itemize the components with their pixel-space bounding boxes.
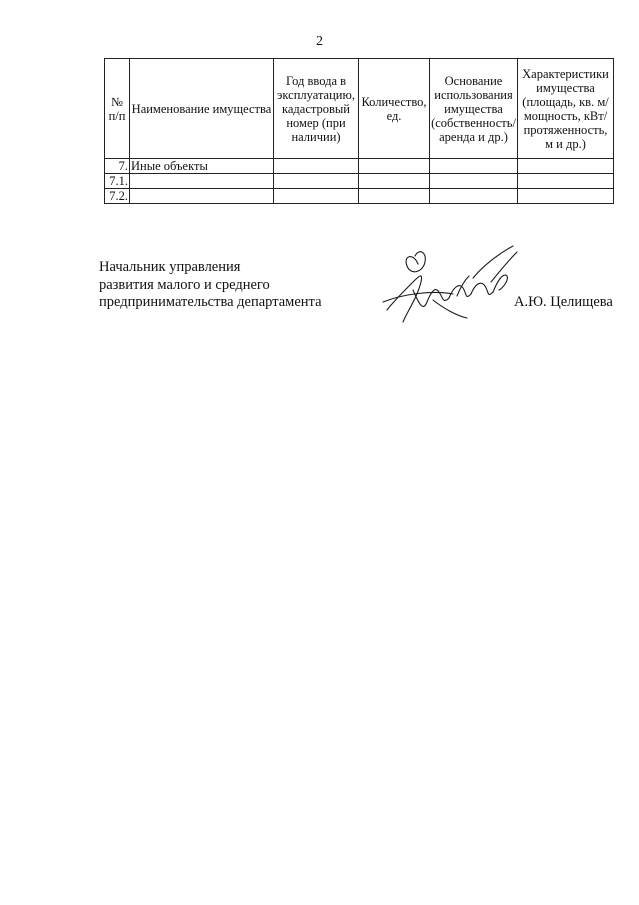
header-characteristics: Характеристики имущества (площадь, кв. м/ мощность, кВт/ протяженность, м и др.) — [518, 59, 614, 159]
table-cell — [430, 159, 518, 174]
table-cell — [518, 189, 614, 204]
header-number: № п/п — [105, 59, 130, 159]
table-row — [105, 174, 614, 189]
signer-position — [99, 259, 322, 312]
table-cell — [359, 174, 430, 189]
handwritten-signature — [373, 242, 533, 332]
signer-position-line: развития малого и среднего — [99, 276, 270, 293]
signer-name: А.Ю. Целищева — [514, 294, 613, 310]
table-cell: 7.1. — [105, 174, 130, 189]
table-cell — [274, 174, 359, 189]
header-name: Наименование имущества — [130, 59, 274, 159]
table-cell: 7. — [105, 159, 130, 174]
table-cell — [274, 189, 359, 204]
table-row — [105, 189, 614, 204]
table-row — [105, 159, 614, 174]
table-cell — [430, 174, 518, 189]
table-cell — [130, 174, 274, 189]
table-cell — [359, 189, 430, 204]
table-cell: 7.2. — [105, 189, 130, 204]
page-number: 2 — [316, 34, 323, 49]
table-cell — [130, 189, 274, 204]
table-header-row — [105, 59, 614, 159]
table-cell — [518, 174, 614, 189]
table-cell — [430, 189, 518, 204]
header-quantity: Количество, ед. — [359, 59, 430, 159]
header-year-cadastral: Год ввода в эксплуатацию, кадастровый номер (при наличии) — [274, 59, 359, 159]
header-usage-basis: Основание использования имущества (собственность/ аренда и др.) — [430, 59, 518, 159]
table-cell — [359, 159, 430, 174]
table-cell — [274, 159, 359, 174]
signer-position-line: Начальник управления — [99, 259, 241, 275]
property-table — [104, 58, 614, 204]
table-cell: Иные объекты — [130, 159, 274, 174]
table-cell — [518, 159, 614, 174]
signer-position-line: предпринимательства департамента — [99, 294, 322, 310]
